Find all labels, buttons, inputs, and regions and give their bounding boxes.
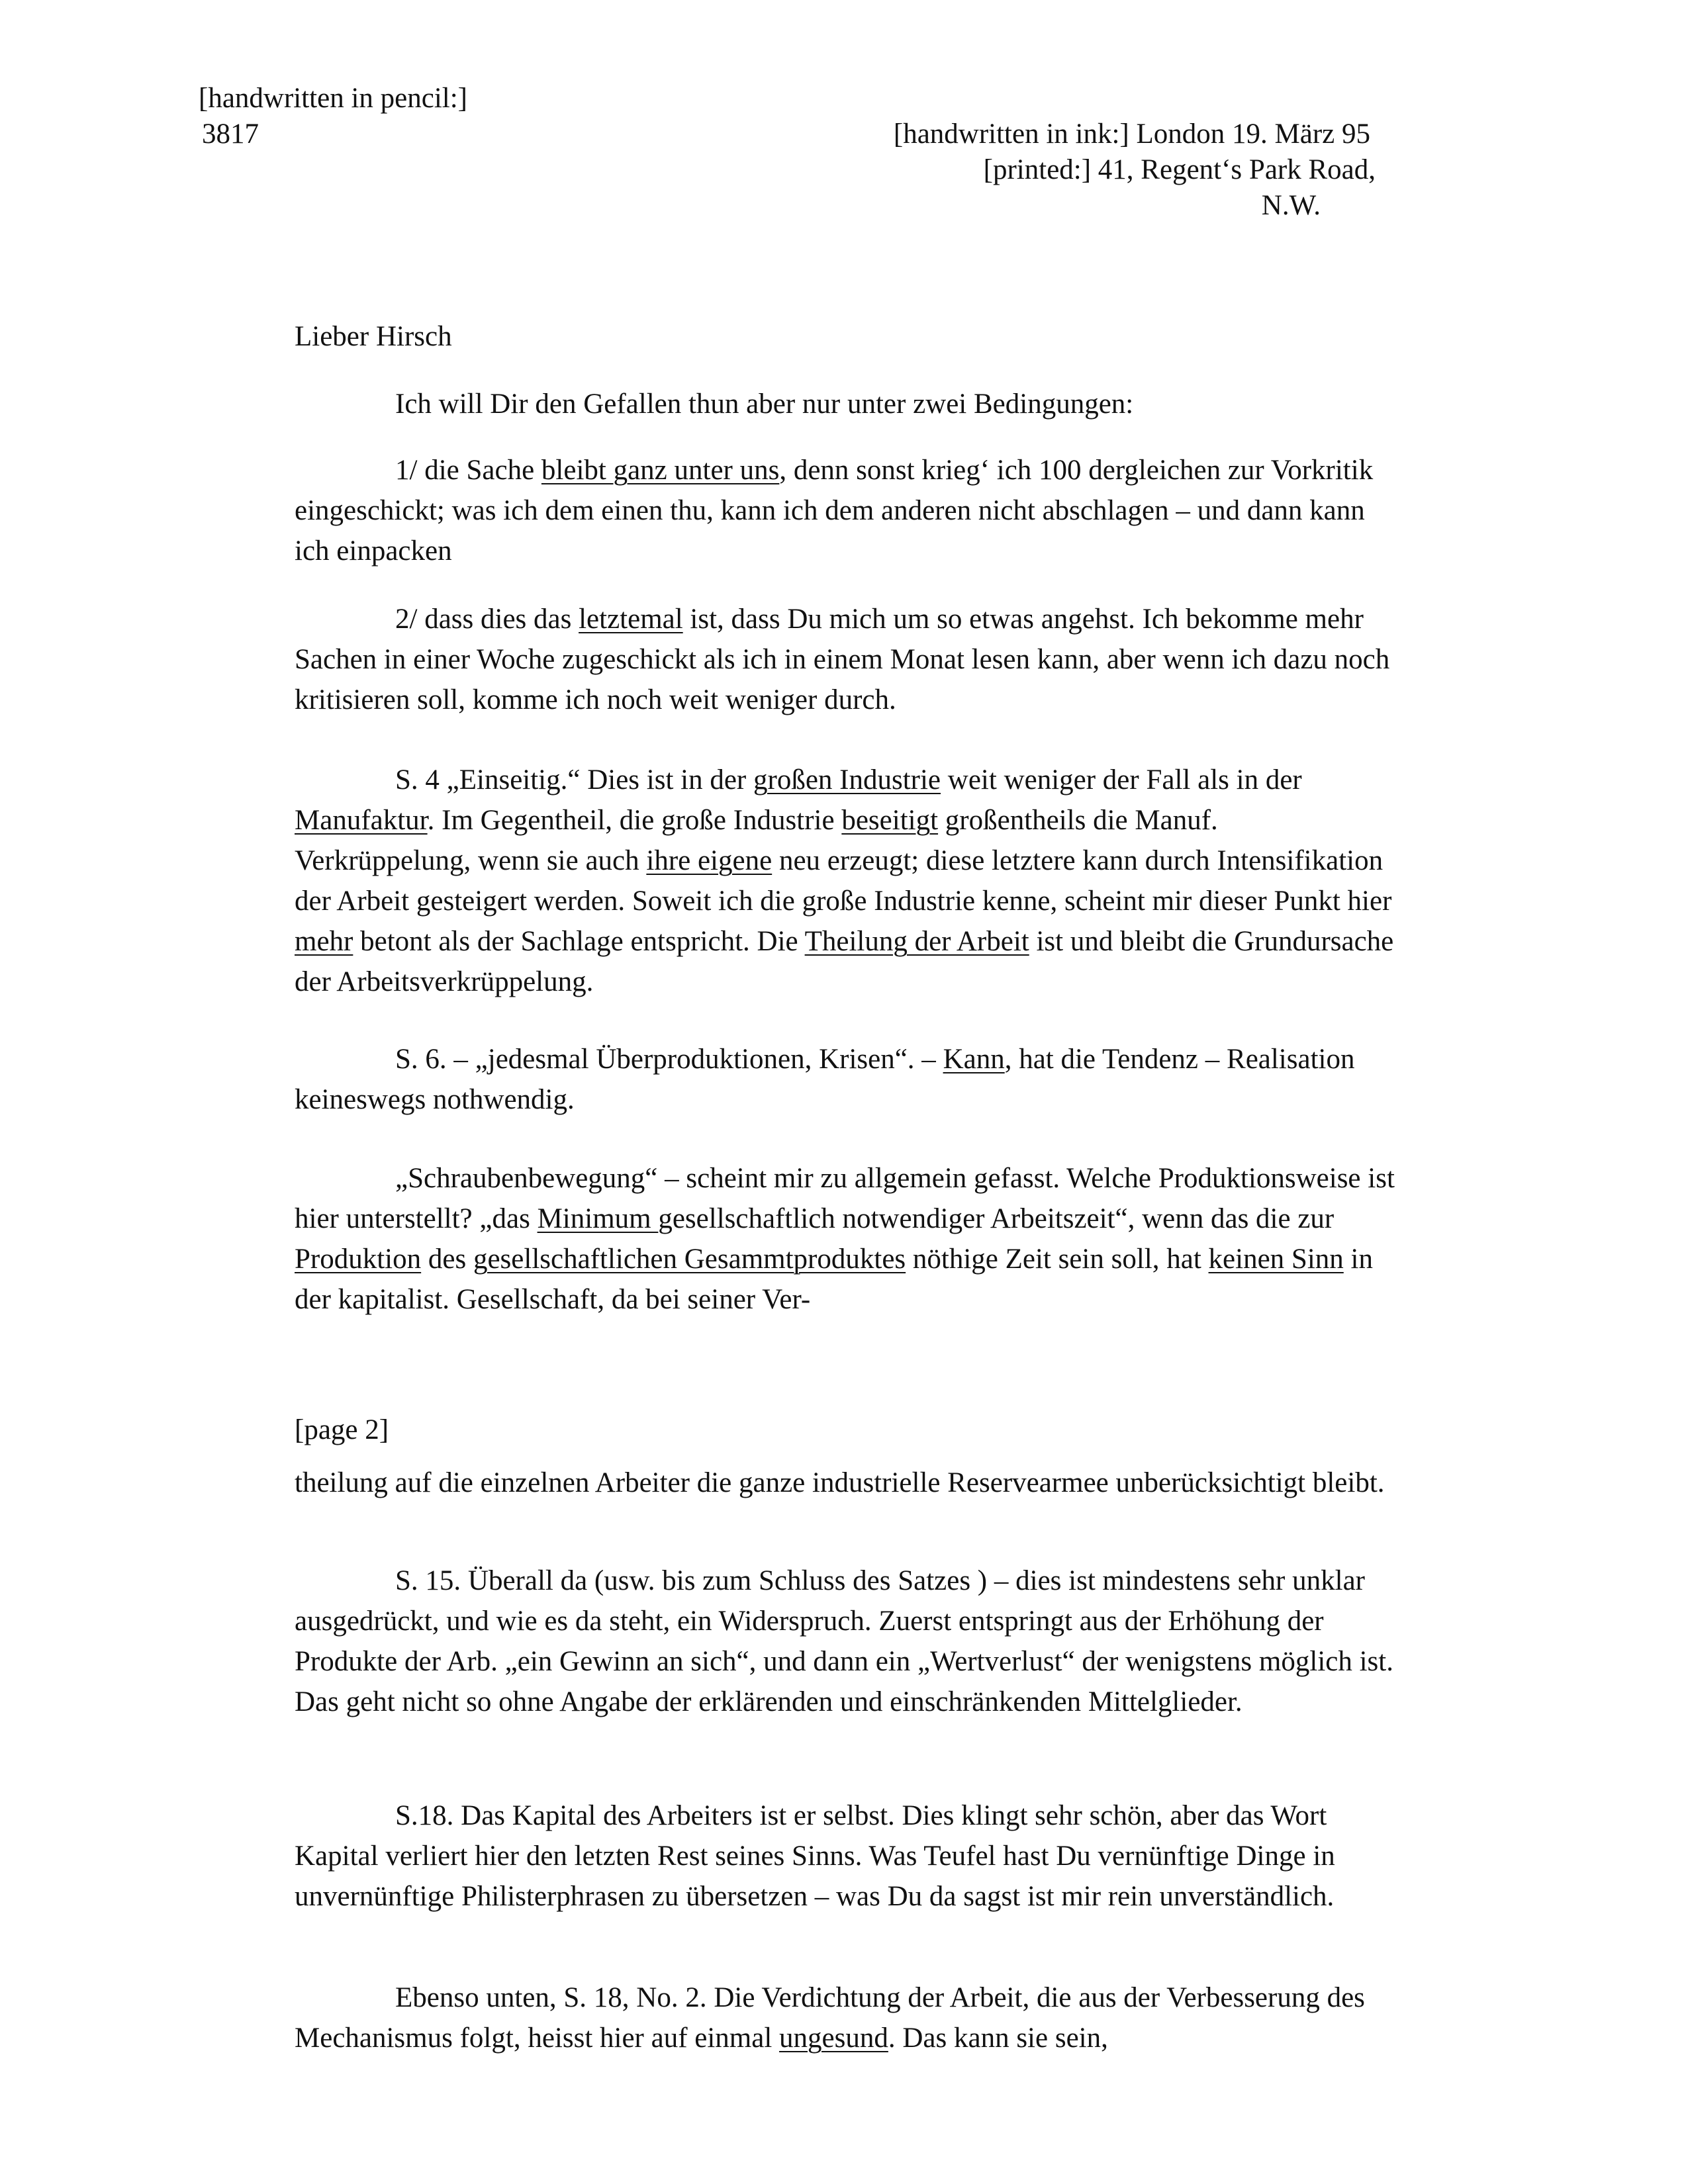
intro-text: Ich will Dir den Gefallen thun aber nur unter zwei Bedingungen:: [395, 388, 1134, 420]
comment-text: ist und bleibt die Grundursache der Arbeitsverkrüppelung.: [295, 926, 1394, 997]
underlined-phrase: gesellschaftlichen Gesammtproduktes: [473, 1244, 906, 1275]
comment-text: betont als der Sachlage entspricht. Die: [353, 926, 805, 957]
underlined-phrase: bleibt ganz unter uns: [541, 455, 780, 486]
condition-1-paragraph: [295, 450, 1397, 571]
underlined-phrase: beseitigt: [841, 805, 939, 836]
place-date: [handwritten in ink:] London 19. März 95: [893, 118, 1370, 150]
comment-text: Ebenso unten, S. 18, No. 2. Die Verdichtung der Arbeit, die aus der Verbesserung des Mechanismus folgt, heisst hier auf einmal: [295, 1982, 1365, 2054]
pencil-note: [handwritten in pencil:]: [199, 83, 467, 114]
comment-text: S. 15. Überall da (usw. bis zum Schluss des Satzes ) – dies ist mindestens sehr unklar ausgedrückt, und wie es da steht, ein Widerspruch. Zuerst entspringt aus der Erhöhung der Produkte der Arb. „ein Gewinn an sich“, und dann ein „Wertverlust“ der wenigstens möglich ist. Das geht nicht so ohne Angabe der erklärenden und einschränkenden Mittelglieder.: [295, 1565, 1393, 1717]
comment-text: . Im Gegentheil, die große Industrie: [427, 805, 842, 836]
comment-s15: [295, 1561, 1397, 1722]
underlined-phrase: Produktion: [295, 1244, 422, 1275]
comment-text: weit weniger der Fall als in der: [941, 764, 1302, 796]
condition-2-text: ist, dass Du mich um so etwas angehst. Ich bekomme mehr Sachen in einer Woche zugeschickt als ich in einem Monat lesen kann, aber wenn ich dazu noch kritisieren soll, komme ich noch weit weniger durch.: [295, 604, 1390, 715]
intro-paragraph: [295, 384, 1397, 424]
sender-address: [printed:] 41, Regent‘s Park Road,: [983, 154, 1376, 185]
comment-ebenso: [295, 1978, 1397, 2058]
comment-text: S. 4 „Einseitig.“ Dies ist in der: [395, 764, 754, 796]
comment-text: . Das kann sie sein,: [888, 2023, 1108, 2054]
comment-text: , hat die Tendenz – Realisation keineswegs nothwendig.: [295, 1044, 1355, 1115]
underlined-phrase: Manufaktur: [295, 805, 428, 836]
comment-s18: [295, 1796, 1397, 1917]
comment-text: in der kapitalist. Gesellschaft, da bei seiner Ver-: [295, 1244, 1373, 1315]
comment-text: S. 6. – „jedesmal Überproduktionen, Krisen“. –: [395, 1044, 943, 1075]
comment-text: nöthige Zeit sein soll, hat: [906, 1244, 1209, 1275]
underlined-phrase: keinen Sinn: [1208, 1244, 1344, 1275]
condition-1-text: 1/ die Sache: [395, 455, 541, 486]
underlined-phrase: letztemal: [579, 604, 683, 635]
condition-2-paragraph: [295, 599, 1397, 720]
comment-schraubenbewegung: [295, 1158, 1397, 1320]
underlined-phrase: großen Industrie: [753, 764, 941, 796]
comment-text: großentheils die Manuf. Verkrüppelung, wenn sie auch: [295, 805, 1218, 876]
continuation-text: theilung auf die einzelnen Arbeiter die ganze industrielle Reservearmee unberücksichtigt bleibt.: [295, 1467, 1385, 1498]
underlined-phrase: ungesund: [779, 2023, 888, 2054]
comment-s4: [295, 760, 1397, 1002]
comment-text: gesellschaftlich notwendiger Arbeitszeit“, wenn das die zur: [658, 1203, 1335, 1234]
comment-text: S.18. Das Kapital des Arbeiters ist er selbst. Dies klingt sehr schön, aber das Wort Kapital verliert hier den letzten Rest seines Sinns. Was Teufel hast Du vernünftige Dinge in unvernünftige Philisterphrasen zu übersetzen – was Du da sagst ist mir rein unverständlich.: [295, 1800, 1335, 1912]
comment-s6: [295, 1039, 1397, 1120]
archive-number: 3817: [202, 118, 259, 150]
salutation: Lieber Hirsch: [295, 321, 452, 352]
comment-text: „Schraubenbewegung“ – scheint mir zu allgemein gefasst. Welche Produktionsweise ist hier unterstellt? „das: [295, 1163, 1395, 1234]
underlined-phrase: ihre eigene: [646, 845, 773, 876]
underlined-phrase: Minimum: [537, 1203, 659, 1234]
underlined-phrase: Kann: [943, 1044, 1005, 1075]
continuation-paragraph: [295, 1463, 1397, 1503]
comment-text: neu erzeugt; diese letztere kann durch Intensifikation der Arbeit gesteigert werden. Soweit ich die große Industrie kenne, scheint mir dieser Punkt hier: [295, 845, 1392, 917]
condition-2-text: 2/ dass dies das: [395, 604, 579, 635]
condition-1-text: , denn sonst krieg‘ ich 100 dergleichen zur Vorkritik eingeschickt; was ich dem einen thu, kann ich dem anderen nicht abschlagen – und dann kann ich einpacken: [295, 455, 1374, 567]
underlined-phrase: Theilung der Arbeit: [804, 926, 1029, 957]
page-marker: [page 2]: [295, 1414, 389, 1445]
comment-text: des: [421, 1244, 473, 1275]
sender-district: N.W.: [1261, 190, 1321, 221]
underlined-phrase: mehr: [295, 926, 353, 957]
